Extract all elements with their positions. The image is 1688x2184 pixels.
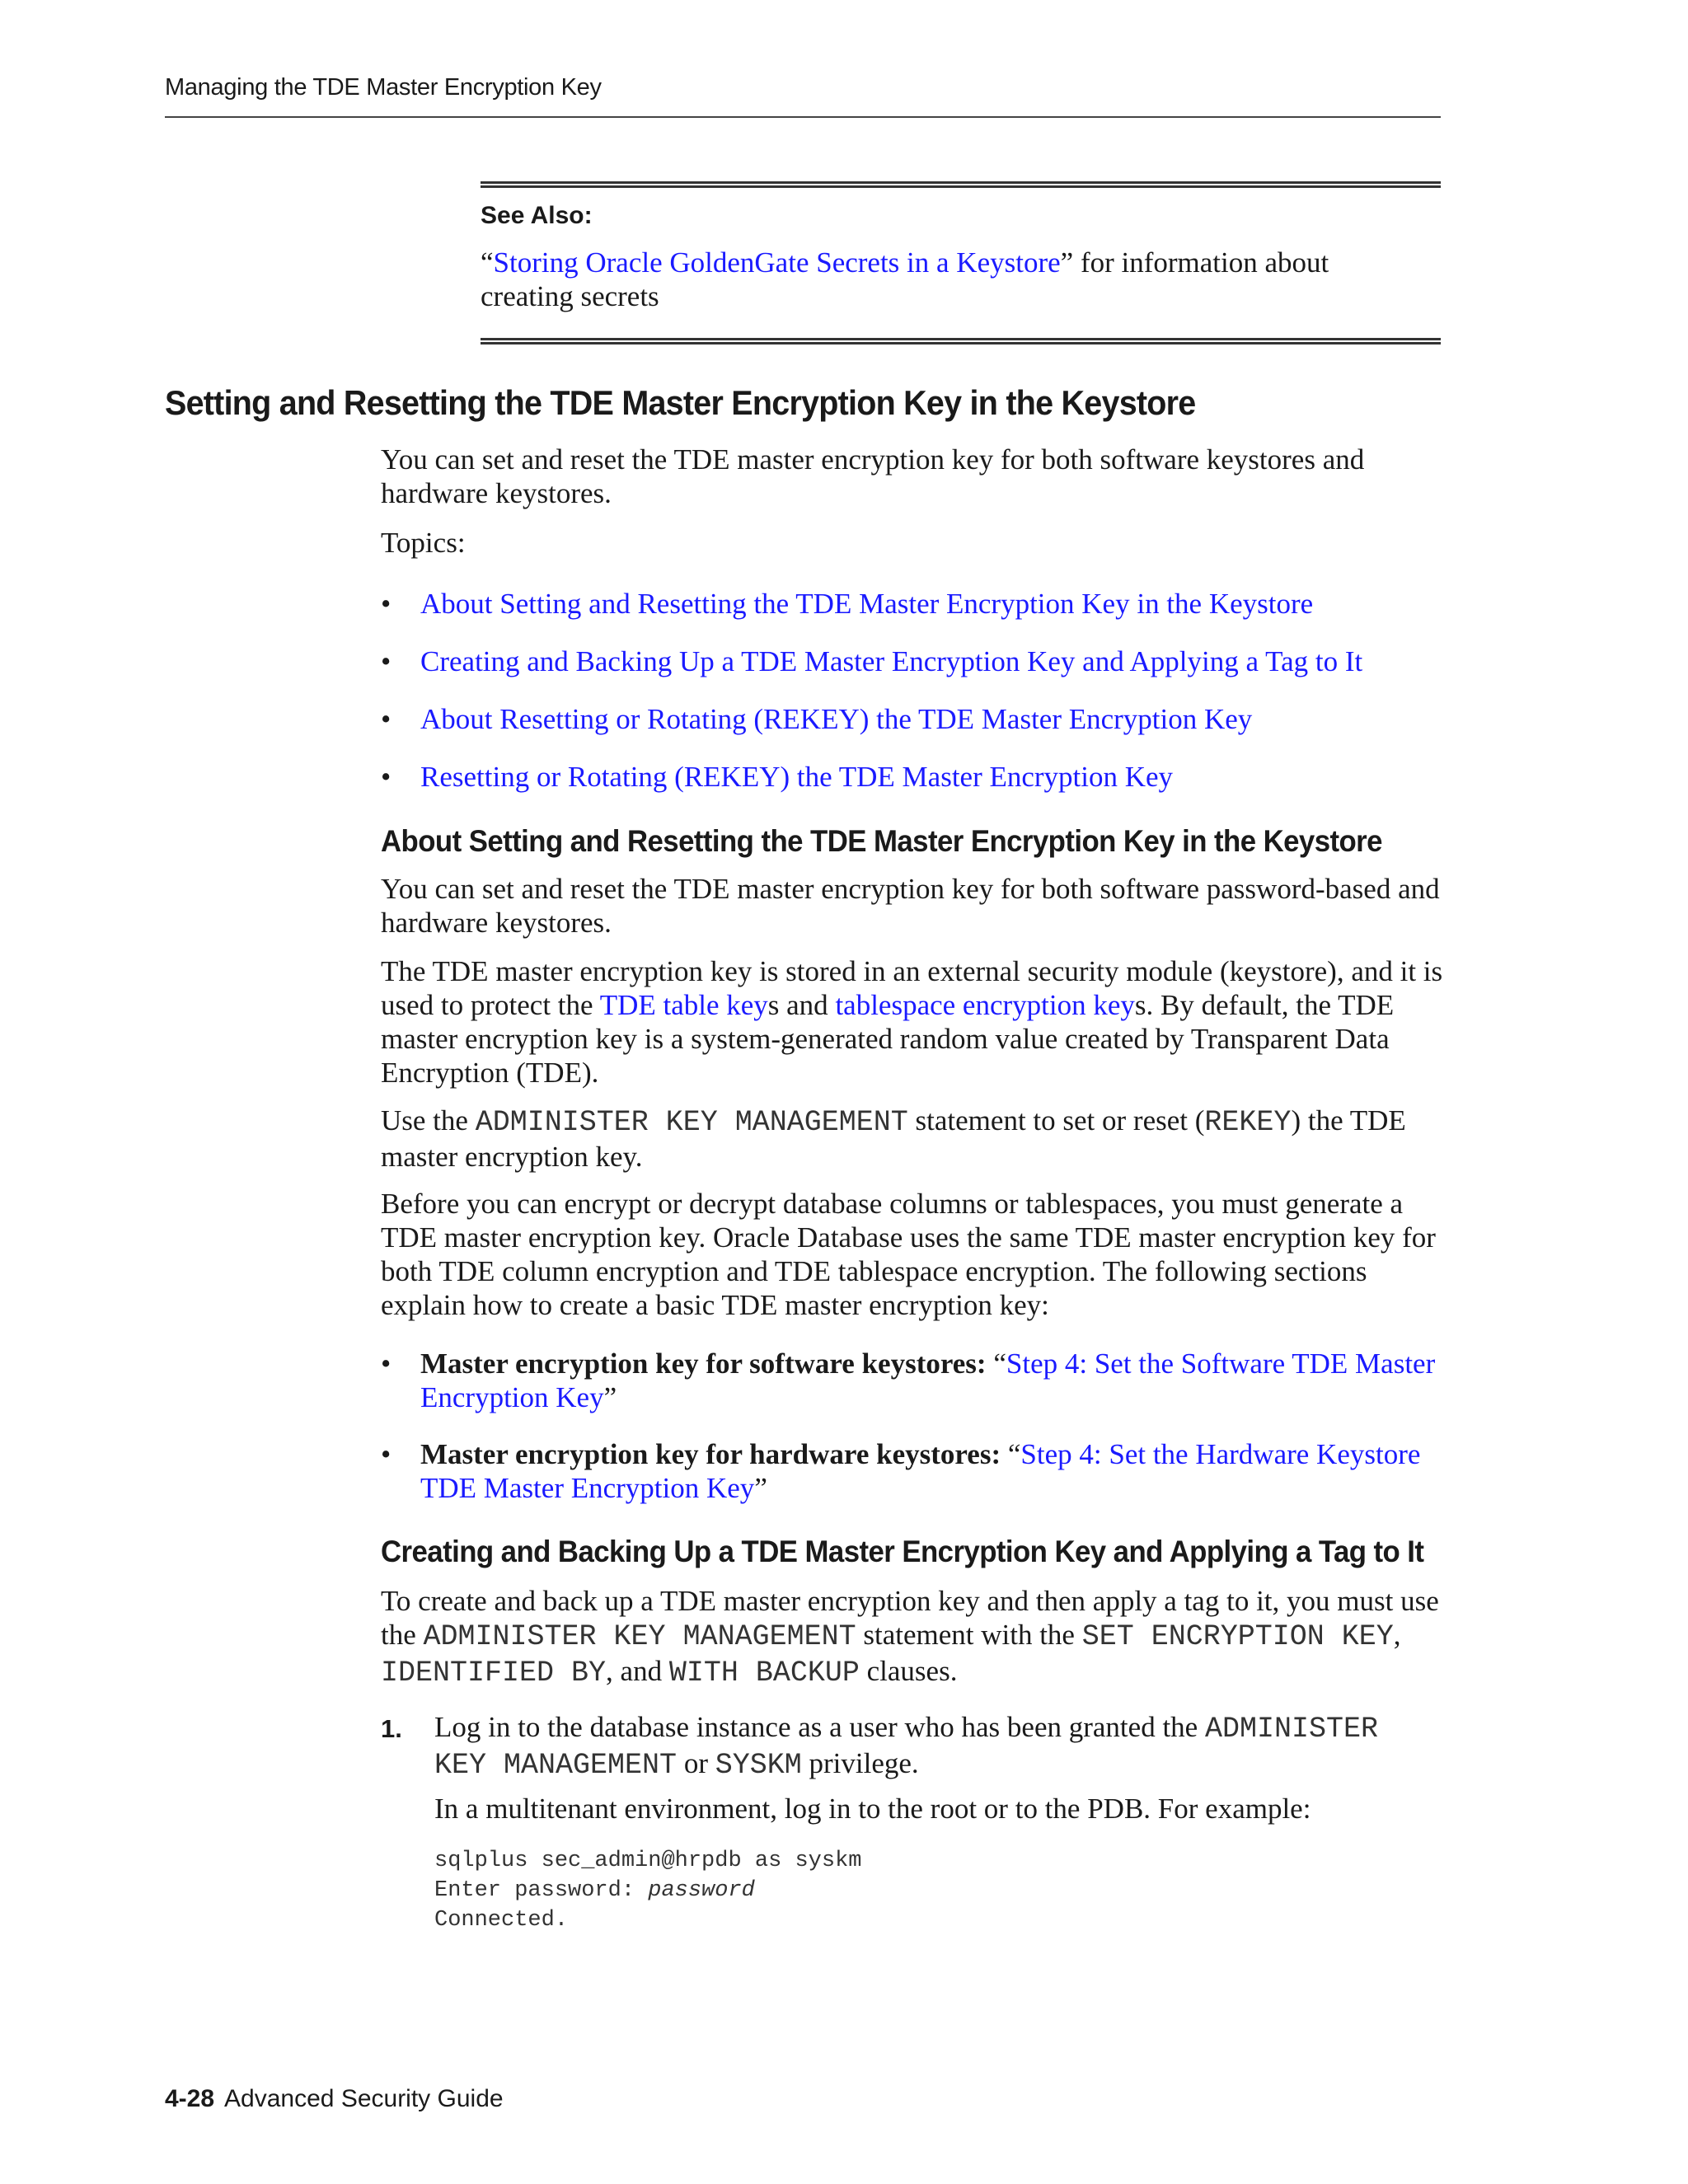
- text-run: To create and back up a TDE master encryption key and then apply a tag to it, you must use the: [381, 1585, 1439, 1651]
- step4-software-link[interactable]: Step 4: Set the Software TDE Master Encryption Key: [420, 1347, 1436, 1413]
- open-quote: “: [481, 246, 494, 279]
- bullet-dot: •: [381, 761, 392, 793]
- topic-link-creating-backing-up[interactable]: Creating and Backing Up a TDE Master Encryption Key and Applying a Tag to It: [420, 645, 1363, 677]
- bullet-dot: •: [381, 645, 392, 677]
- bullet-dot: •: [381, 1347, 392, 1380]
- topic-link-about-setting[interactable]: About Setting and Resetting the TDE Master Encryption Key in the Keystore: [420, 588, 1314, 620]
- subheading-creating: Creating and Backing Up a TDE Master Encryption Key and Applying a Tag to It: [381, 1535, 1424, 1568]
- text-run: or: [677, 1747, 715, 1779]
- text-run: statement to set or reset (: [907, 1104, 1205, 1137]
- code-set-encryption-key: SET ENCRYPTION KEY: [1081, 1620, 1394, 1653]
- step-1-note: In a multitenant environment, log in to the root or to the PDB. For example:: [434, 1793, 1311, 1825]
- bullet-bold-label: Master encryption key for hardware keystores:: [420, 1438, 1001, 1470]
- running-header: Managing the TDE Master Encryption Key: [165, 74, 602, 101]
- bullet-bold-label: Master encryption key for software keystores:: [420, 1347, 987, 1380]
- code-placeholder: password: [648, 1878, 755, 1903]
- bullet-text: [420, 1437, 1442, 1505]
- text-run: Use the: [381, 1104, 476, 1137]
- code-with-backup: WITH BACKUP: [668, 1657, 860, 1690]
- text-run: , and: [606, 1655, 669, 1687]
- see-also-title: See Also:: [481, 202, 593, 229]
- see-also-text: ” for information about creating secrets: [481, 246, 1329, 312]
- code-administer-key-management: ADMINISTER KEY MANAGEMENT: [423, 1620, 856, 1653]
- step-1-text: [434, 1710, 1444, 1783]
- about-paragraph-3: [381, 1104, 1444, 1174]
- tablespace-encryption-key-link[interactable]: tablespace encryption key: [835, 989, 1135, 1021]
- text-run: “: [986, 1347, 1006, 1380]
- bullet-text: [420, 1347, 1442, 1414]
- see-also-top-rule: [481, 181, 1441, 188]
- text-run: ”: [754, 1472, 767, 1504]
- section-heading: Setting and Resetting the TDE Master Encryption Key in the Keystore: [165, 383, 1196, 422]
- code-syskm: SYSKM: [715, 1749, 802, 1782]
- code-line: Connected.: [434, 1908, 569, 1933]
- code-line: sqlplus sec_admin@hrpdb as syskm: [434, 1849, 862, 1873]
- header-rule: [165, 116, 1441, 118]
- code-text: Enter password:: [434, 1878, 649, 1903]
- text-run: s and: [767, 989, 836, 1021]
- code-line: [434, 1876, 861, 1905]
- creating-paragraph-1: [381, 1584, 1444, 1690]
- bullet-dot: •: [381, 703, 392, 735]
- text-run: “: [1001, 1438, 1021, 1470]
- topics-label: Topics:: [381, 527, 466, 559]
- about-paragraph-4: Before you can encrypt or decrypt database columns or tablespaces, you must generate a TDE master encryption key. Oracle Database uses the same TDE master encryption key for both TDE column encryption and TDE tablespace encryption. The following sections explain how to create a basic TDE master encryption key:: [381, 1188, 1436, 1321]
- tde-table-key-link[interactable]: TDE table key: [599, 989, 768, 1021]
- see-also-bottom-rule: [481, 338, 1441, 344]
- code-example: [434, 1846, 861, 1935]
- text-run: s. By default, the TDE master encryption key is a system-generated random value created by Transparent Data Encryption (TDE).: [381, 989, 1395, 1089]
- text-run: ”: [603, 1381, 617, 1413]
- text-run: privilege.: [801, 1747, 919, 1779]
- text-run: The TDE master encryption key is stored in an external security module (keystore), and it is used to protect the: [381, 955, 1443, 1021]
- page-footer: [165, 2085, 504, 2113]
- code-rekey: REKEY: [1204, 1106, 1292, 1139]
- bullet-dot: •: [381, 1438, 392, 1470]
- text-run: clauses.: [859, 1655, 958, 1687]
- text-run: statement with the: [856, 1619, 1082, 1651]
- book-title: Advanced Security Guide: [224, 2085, 504, 2112]
- page-number: 4-28: [165, 2085, 215, 2112]
- topic-link-resetting-rotating[interactable]: Resetting or Rotating (REKEY) the TDE Master Encryption Key: [420, 761, 1174, 793]
- code-identified-by: IDENTIFIED BY: [381, 1657, 607, 1690]
- bullet-dot: •: [381, 588, 392, 620]
- text-run: ,: [1393, 1619, 1401, 1651]
- text-run: Log in to the database instance as a user who has been granted the: [434, 1711, 1205, 1743]
- section-intro: You can set and reset the TDE master encryption key for both software keystores and hardware keystores.: [381, 443, 1365, 509]
- step4-hardware-link[interactable]: Step 4: Set the Hardware Keystore TDE Master Encryption Key: [420, 1438, 1421, 1504]
- about-paragraph-1: You can set and reset the TDE master encryption key for both software password-based and hardware keystores.: [381, 873, 1440, 939]
- see-also-link[interactable]: Storing Oracle GoldenGate Secrets in a Keystore: [493, 246, 1061, 279]
- code-administer-key-management: ADMINISTER KEY MANAGEMENT: [434, 1713, 1378, 1782]
- code-administer-key-management: ADMINISTER KEY MANAGEMENT: [475, 1106, 908, 1139]
- about-paragraph-2: [381, 954, 1444, 1090]
- see-also-body: [481, 246, 1428, 313]
- text-run: ) the TDE master encryption key.: [381, 1104, 1406, 1173]
- topic-link-about-resetting[interactable]: About Resetting or Rotating (REKEY) the TDE Master Encryption Key: [420, 703, 1253, 735]
- step-number: 1.: [381, 1714, 402, 1743]
- subheading-about: About Setting and Resetting the TDE Master Encryption Key in the Keystore: [381, 824, 1382, 858]
